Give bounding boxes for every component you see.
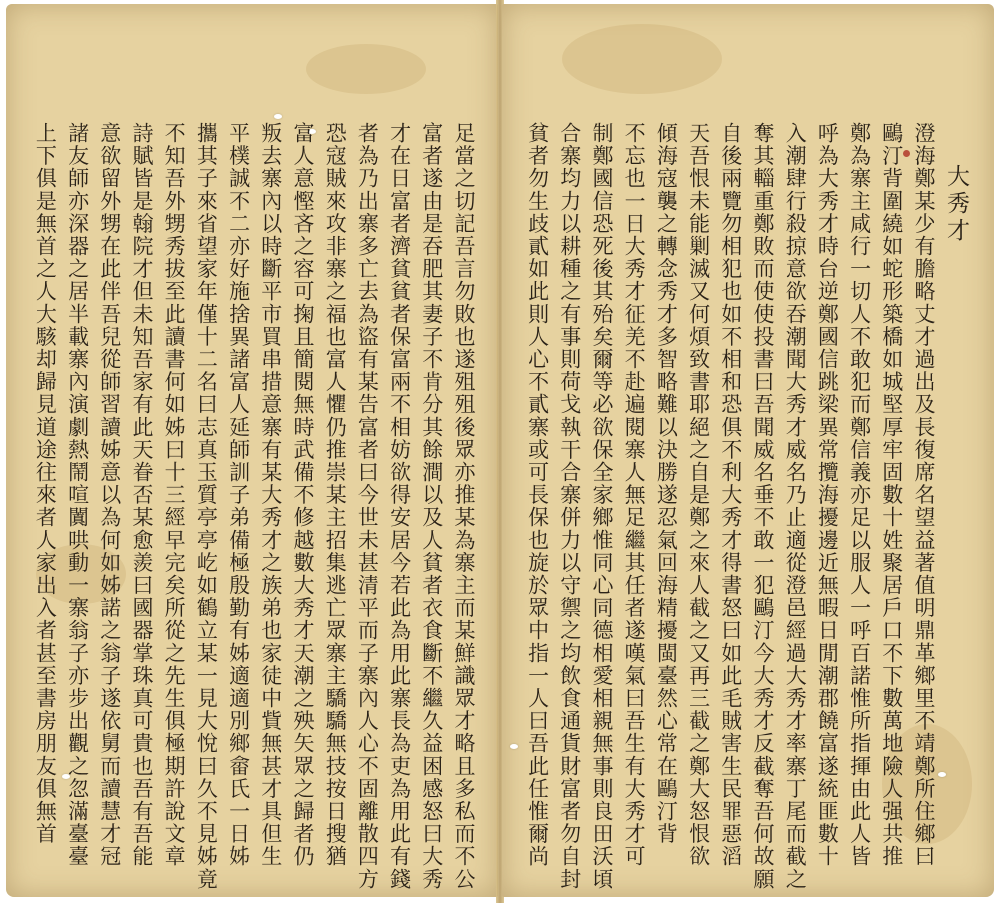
worm-hole (510, 744, 518, 749)
text-column: 足當之切記吾言勿敗也遂殂殂後眾亦推某為寨主而某鮮識眾才略且多私而不公 (452, 122, 476, 891)
text-column: 呼為大秀才時台逆鄭國信跳梁異常攬海擾邊近無暇日閒潮郡饒富遂統匪數十 (815, 122, 840, 868)
right-page (502, 4, 994, 897)
text-column: 鄭為寨主咸行一切人不敢犯而鄭信義亦足以服人一呼百諾惟所指揮由此人皆 (847, 122, 872, 868)
text-column: 奪其輜重鄭敗而使使投書曰吾聞威名垂不敢一犯鷗汀今大秀才反截奪吾何故願 (750, 122, 775, 891)
text-column: 天吾恨未能剿滅又何煩致書耶絕之自是鄭之來人截之又再三截之鄭大怒恨欲 (686, 122, 711, 868)
text-column: 攜其子來省望家年僅十二名曰志真玉質亭亭屹如鶴立某一見大悅曰久不見姊竟 (194, 122, 219, 891)
text-column: 入潮肆行殺掠意欲吞潮聞大秀才威名乃止適從澄邑經過大秀才率寨丁尾而截之 (783, 122, 808, 891)
text-column: 者為乃出寨多亡去為盜有某告富者曰今世未甚清平而子寨內人心不固離散四方 (355, 122, 380, 891)
text-column: 平樸誠不二亦好施捨異諸富人延師訓子弟備極殷勤有姊適適別鄉畲氏一日姊 (226, 122, 251, 868)
text-column: 澄海鄭某少有膽略丈才過出及長復席名望益著值明鼎革鄉里不靖鄭所住鄉曰 (912, 122, 936, 868)
text-column: 才在日富者濟貧貧者保富兩不相妨欲得安居今若此為用此寨長為吏為用此有錢 (387, 122, 412, 891)
text-column: 不忘也一日大秀才征羌不赴遍閱寨人無足繼其任者遂嘆氣曰吾生有大秀才可 (622, 122, 647, 868)
worm-hole (274, 114, 282, 119)
left-page (6, 4, 498, 897)
text-column: 詩賦皆是翰院才但未知吾家有此天眷否某愈羨曰國器掌珠真可貴也吾有吾能 (129, 122, 154, 868)
text-column: 意欲留外甥在此伴吾兒從師習讀姊意以為何如姊諾之翁子遂依舅而讀慧才冠 (97, 122, 122, 868)
text-column: 制鄭國信恐死後其殆矣爾等必欲保全家鄉惟同心同德相愛相親無事則良田沃頃 (589, 122, 614, 891)
left-page-text (33, 122, 480, 891)
text-column: 鷗汀背圍繞如蛇形築橋如城堅厚牢固數十姓聚居戶口不下數萬地險人强共推 (879, 122, 904, 868)
right-page-text (522, 122, 940, 891)
text-column: 恐寇賊來攻非寨之福也富人懼仍推崇某主招集逃亡眾寨主驕驕無技按日搜猶 (323, 122, 348, 868)
text-column: 富人意慳吝之容可掬且簡閱無時武備不修越數大秀才天潮之殃矢眾之歸者仍 (290, 122, 315, 868)
text-column: 富者遂由是吞肥其妻子不肯分其餘澗以及人貧者衣食斷不繼久益困感怒曰大秀 (419, 122, 444, 891)
text-column: 不知吾外甥秀拔至此讀書何如姊曰十三經早完矣所從之先生俱極期許說文章 (162, 122, 187, 868)
text-column: 傾海寇襲之轉念秀才多智略難以決勝遂忍氣回海精擾閩臺然心常在鷗汀背 (654, 122, 679, 846)
text-column: 貧者勿生歧貳如此則人心不貳寨或可長保也旋於眾中指一人曰吾此任惟爾尚 (525, 122, 550, 868)
paper-stain (562, 24, 722, 94)
text-column: 諸友師亦深器之居半載寨內演劇熱鬧喧闐哄動一寨翁子亦步出觀之忽滿臺臺 (65, 122, 90, 868)
text-column: 合寨均力以耕種之有事則荷戈執干合寨併力以守禦之均飲食通貨財富者勿自封 (557, 122, 582, 891)
text-column: 上下俱是無首之人大駭却歸見道途往來者人家出入者甚至書房朋友俱無首 (33, 122, 58, 846)
chapter-title: 大秀才 (943, 164, 969, 245)
paper-stain (306, 44, 426, 94)
text-column: 自後兩覽勿相犯也如不相和恐俱不利大秀才得書怒曰如此毛賊害生民罪惡滔 (718, 122, 743, 868)
text-column: 叛去寨內以時斷平市買串措意寨有某大秀才之族弟也家徒中貲無甚才具但生 (258, 122, 283, 868)
